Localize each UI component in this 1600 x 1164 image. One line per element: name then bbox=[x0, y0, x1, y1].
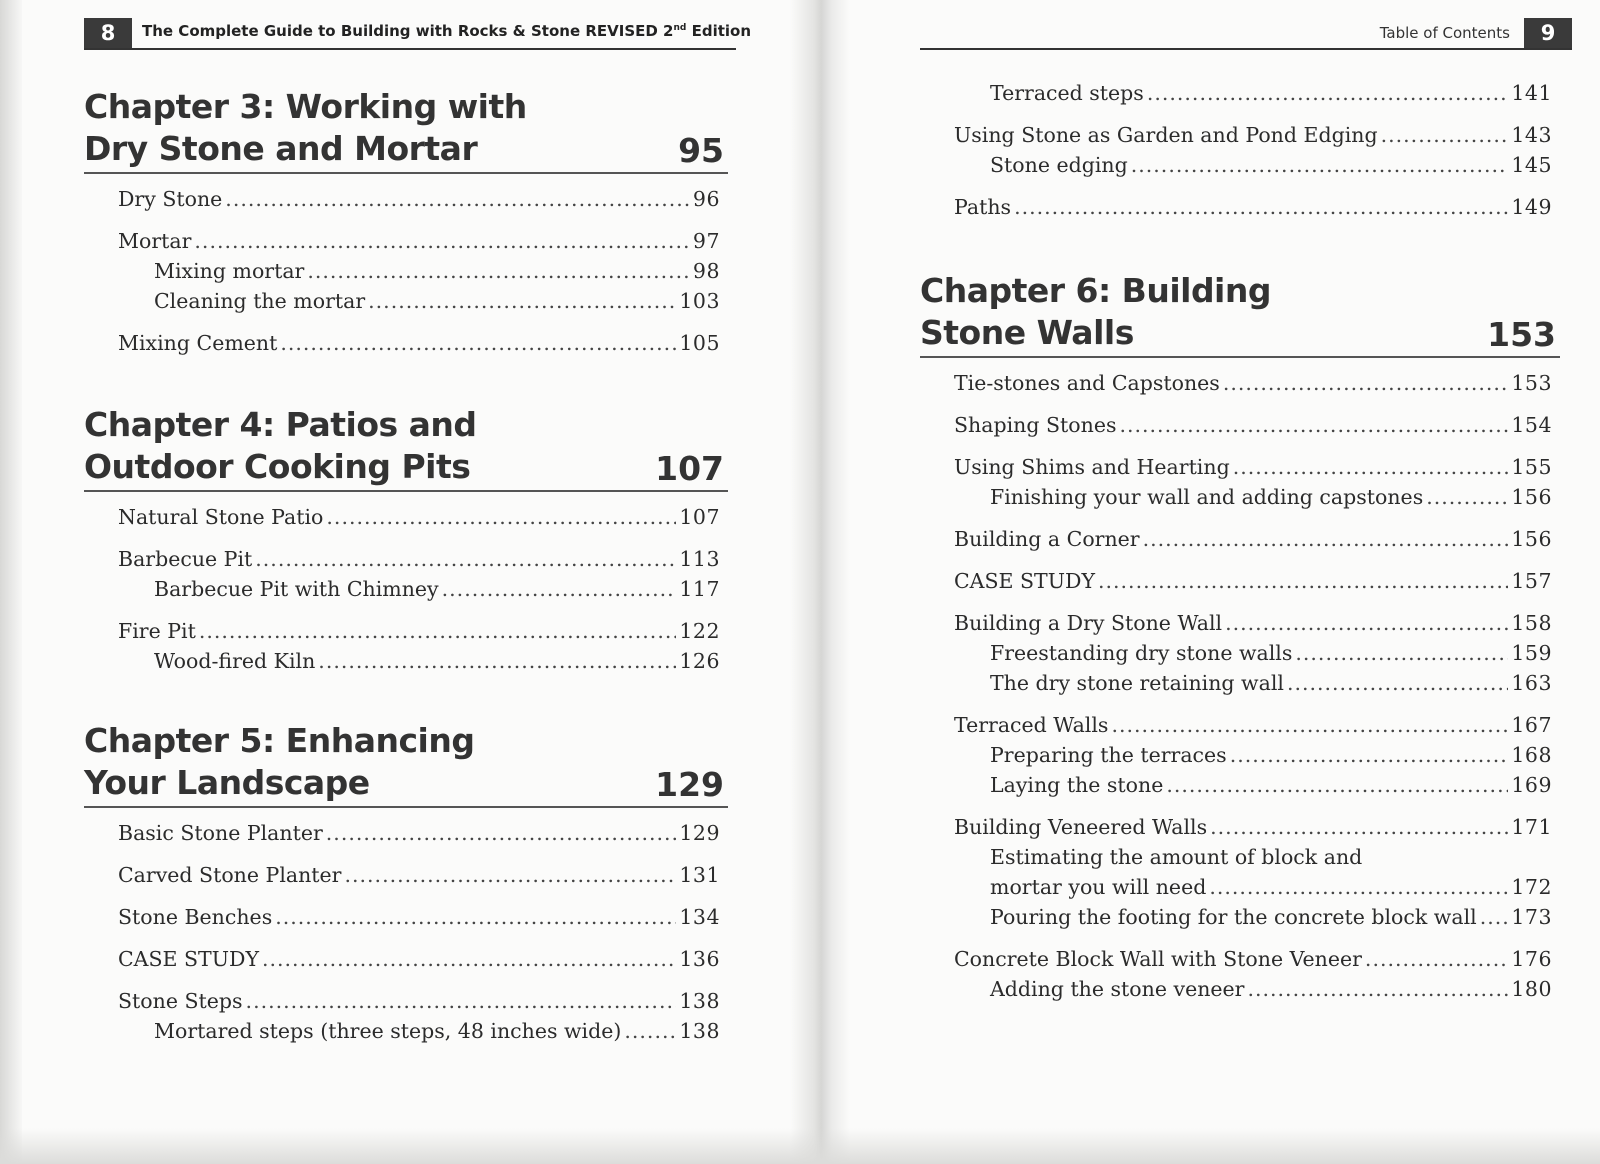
toc-entry: Concrete Block Wall with Stone Veneer ..... 176 bbox=[954, 944, 1552, 974]
toc-entry: Tie-stones and Capstones ..... 153 bbox=[954, 368, 1552, 398]
page-edge bbox=[0, 0, 22, 1164]
chapter-6 bbox=[920, 270, 1560, 1004]
toc-subentry: Wood-fired Kiln ..... 126 bbox=[154, 646, 720, 676]
left-page bbox=[84, 0, 752, 1164]
toc-entry: Stone Benches ..... 134 bbox=[118, 902, 720, 932]
toc-subentry: Cleaning the mortar ..... 103 bbox=[154, 286, 720, 316]
book-title: The Complete Guide to Building with Rocks & Stone REVISED 2nd Edition bbox=[142, 22, 752, 40]
toc-subentry: Terraced steps ..... 141 bbox=[990, 78, 1552, 108]
toc-subentry: Barbecue Pit with Chimney ..... 117 bbox=[154, 574, 720, 604]
toc-entry: Basic Stone Planter ..... 129 bbox=[118, 818, 720, 848]
toc-subentry: Freestanding dry stone walls ..... 159 bbox=[990, 638, 1552, 668]
toc-entry: Mixing Cement ..... 105 bbox=[118, 328, 720, 358]
toc-subentry: Mixing mortar ..... 98 bbox=[154, 256, 720, 286]
toc-entry: CASE STUDY ..... 136 bbox=[118, 944, 720, 974]
toc-entry: Paths ..... 149 bbox=[954, 192, 1552, 222]
toc-entries bbox=[920, 78, 1560, 222]
toc-entry: CASE STUDY ..... 157 bbox=[954, 566, 1552, 596]
toc-subentry-wrapped: Estimating the amount of block and bbox=[990, 845, 1363, 869]
toc-entry: Carved Stone Planter ..... 131 bbox=[118, 860, 720, 890]
chapter-page-number: 129 bbox=[655, 765, 724, 804]
toc-entry: Barbecue Pit ..... 113 bbox=[118, 544, 720, 574]
chapter-heading bbox=[84, 720, 728, 808]
chapter-title: Chapter 6: Building Stone Walls bbox=[920, 271, 1271, 352]
toc-entry: Building Veneered Walls ..... 171 bbox=[954, 812, 1552, 842]
chapter-heading bbox=[920, 270, 1560, 358]
chapter-heading bbox=[84, 404, 728, 492]
chapter-5-continued bbox=[920, 78, 1560, 222]
toc-entry: Dry Stone ..... 96 bbox=[118, 184, 720, 214]
chapter-4 bbox=[84, 404, 728, 676]
page-number: 9 bbox=[1524, 18, 1572, 48]
book-gutter bbox=[790, 0, 850, 1164]
toc-entry: Stone Steps ..... 138 bbox=[118, 986, 720, 1016]
toc-subentry: mortar you will need ..... 172 bbox=[990, 872, 1552, 902]
toc-entry: Using Stone as Garden and Pond Edging ..... 143 bbox=[954, 120, 1552, 150]
chapter-heading bbox=[84, 86, 728, 174]
toc-subentry: Adding the stone veneer ..... 180 bbox=[990, 974, 1552, 1004]
toc-entries bbox=[84, 818, 728, 1046]
chapter-title: Chapter 4: Patios and Outdoor Cooking Pits bbox=[84, 405, 477, 486]
toc-entry: Using Shims and Hearting ..... 155 bbox=[954, 452, 1552, 482]
toc-entry: Shaping Stones ..... 154 bbox=[954, 410, 1552, 440]
chapter-3 bbox=[84, 86, 728, 358]
chapter-page-number: 153 bbox=[1487, 315, 1556, 354]
toc-entry: Terraced Walls ..... 167 bbox=[954, 710, 1552, 740]
toc-subentry: Finishing your wall and adding capstones ..... 156 bbox=[990, 482, 1552, 512]
page-number: 8 bbox=[84, 18, 132, 48]
section-title: Table of Contents bbox=[1379, 24, 1510, 42]
toc-entry: Natural Stone Patio ..... 107 bbox=[118, 502, 720, 532]
chapter-title: Chapter 3: Working with Dry Stone and Mortar bbox=[84, 87, 527, 168]
chapter-page-number: 95 bbox=[678, 131, 724, 170]
toc-entries bbox=[84, 502, 728, 676]
toc-entry: Fire Pit ..... 122 bbox=[118, 616, 720, 646]
toc-subentry: Mortared steps (three steps, 48 inches wide) ..... 138 bbox=[154, 1016, 720, 1046]
running-header bbox=[84, 18, 752, 50]
chapter-5 bbox=[84, 720, 728, 1046]
toc-subentry: Preparing the terraces ..... 168 bbox=[990, 740, 1552, 770]
toc-subentry: Laying the stone ..... 169 bbox=[990, 770, 1552, 800]
toc-subentry: Stone edging ..... 145 bbox=[990, 150, 1552, 180]
right-page bbox=[920, 0, 1572, 1164]
running-header bbox=[920, 18, 1572, 50]
chapter-page-number: 107 bbox=[655, 449, 724, 488]
toc-entries bbox=[84, 184, 728, 358]
chapter-title: Chapter 5: Enhancing Your Landscape bbox=[84, 721, 475, 802]
toc-subentry: Pouring the footing for the concrete block wall ..... 173 bbox=[990, 902, 1552, 932]
toc-entry: Building a Corner ..... 156 bbox=[954, 524, 1552, 554]
toc-subentry: The dry stone retaining wall ..... 163 bbox=[990, 668, 1552, 698]
toc-entry: Building a Dry Stone Wall ..... 158 bbox=[954, 608, 1552, 638]
toc-entry: Mortar ..... 97 bbox=[118, 226, 720, 256]
toc-entries bbox=[920, 368, 1560, 1004]
